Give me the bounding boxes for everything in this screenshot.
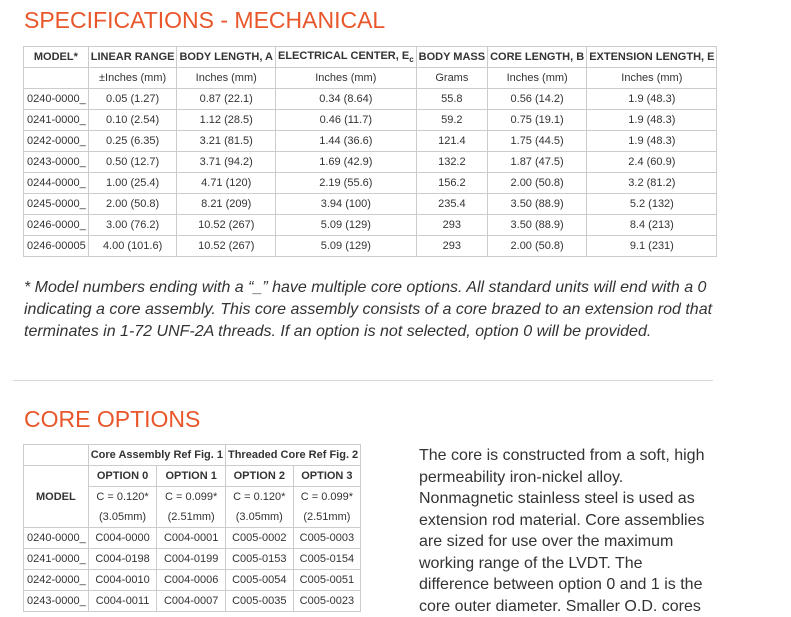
unit-body-mass: Grams <box>416 68 487 89</box>
table-cell: C004-0198 <box>88 549 157 570</box>
model-cell: 0246-0000_ <box>24 215 89 236</box>
table-cell: 0.10 (2.54) <box>88 110 177 131</box>
table-cell: 1.12 (28.5) <box>177 110 276 131</box>
model-cell: 0246-00005 <box>24 236 89 257</box>
core-options-table <box>23 444 361 612</box>
table-cell: 2.00 (50.8) <box>88 194 177 215</box>
table-cell: 0.05 (1.27) <box>88 89 177 110</box>
table-cell: 2.00 (50.8) <box>488 236 587 257</box>
table-cell: 0.87 (22.1) <box>177 89 276 110</box>
table-cell: 1.9 (48.3) <box>587 89 717 110</box>
option-3-diameter: C = 0.099* <box>293 487 361 508</box>
model-cell: 0241-0000_ <box>24 549 89 570</box>
table-cell: 8.21 (209) <box>177 194 276 215</box>
model-cell: 0245-0000_ <box>24 194 89 215</box>
table-cell: C004-0010 <box>88 570 157 591</box>
table-cell: 8.4 (213) <box>587 215 717 236</box>
table-cell: C005-0023 <box>293 591 361 612</box>
option-3-header: OPTION 3 <box>293 466 361 487</box>
core-option-row <box>24 466 361 487</box>
table-cell: 3.94 (100) <box>275 194 416 215</box>
table-cell: C004-0011 <box>88 591 157 612</box>
core-assembly-group-header: Core Assembly Ref Fig. 1 <box>88 445 225 466</box>
option-2-mm: (3.05mm) <box>225 507 293 528</box>
table-cell: 3.50 (88.9) <box>488 215 587 236</box>
table-cell: 1.00 (25.4) <box>88 173 177 194</box>
option-0-mm: (3.05mm) <box>88 507 157 528</box>
table-cell: 3.21 (81.5) <box>177 131 276 152</box>
core-group-empty-cell <box>24 445 89 466</box>
col-header-extension-length: EXTENSION LENGTH, E <box>587 47 717 68</box>
table-cell: 0.75 (19.1) <box>488 110 587 131</box>
table-cell: 293 <box>416 236 487 257</box>
table-cell: 132.2 <box>416 152 487 173</box>
table-cell: C005-0002 <box>225 528 293 549</box>
table-cell: 1.69 (42.9) <box>275 152 416 173</box>
table-cell: 1.9 (48.3) <box>587 110 717 131</box>
table-cell: 3.2 (81.2) <box>587 173 717 194</box>
table-cell: 156.2 <box>416 173 487 194</box>
table-cell: C004-0006 <box>157 570 226 591</box>
core-model-header: MODEL <box>24 466 89 528</box>
table-cell: 0.56 (14.2) <box>488 89 587 110</box>
threaded-core-group-header: Threaded Core Ref Fig. 2 <box>225 445 360 466</box>
model-cell: 0240-0000_ <box>24 528 89 549</box>
table-cell: C004-0199 <box>157 549 226 570</box>
mechanical-specs-heading: SPECIFICATIONS - MECHANICAL <box>24 7 386 33</box>
table-row <box>24 194 717 215</box>
table-cell: C005-0154 <box>293 549 361 570</box>
electrical-center-label: ELECTRICAL CENTER, E <box>277 49 410 62</box>
table-cell: 10.52 (267) <box>177 215 276 236</box>
model-cell: 0243-0000_ <box>24 152 89 173</box>
table-cell: C004-0001 <box>157 528 226 549</box>
unit-electrical-center: Inches (mm) <box>275 68 416 89</box>
table-cell: C005-0054 <box>225 570 293 591</box>
table-row <box>24 173 717 194</box>
col-header-model: MODEL* <box>24 47 89 68</box>
table-cell: 4.00 (101.6) <box>88 236 177 257</box>
table-cell: 0.34 (8.64) <box>275 89 416 110</box>
option-1-header: OPTION 1 <box>157 466 226 487</box>
table-cell: 2.19 (55.6) <box>275 173 416 194</box>
table-row <box>24 110 717 131</box>
col-header-body-length: BODY LENGTH, A <box>177 47 276 68</box>
table-cell: 1.75 (44.5) <box>488 131 587 152</box>
model-cell: 0242-0000_ <box>24 131 89 152</box>
table-cell: 5.09 (129) <box>275 236 416 257</box>
electrical-center-subscript: c <box>409 55 414 65</box>
col-header-linear-range: LINEAR RANGE <box>88 47 177 68</box>
table-cell: 5.2 (132) <box>587 194 717 215</box>
table-row <box>24 152 717 173</box>
table-cell: 121.4 <box>416 131 487 152</box>
table-cell: 59.2 <box>416 110 487 131</box>
model-cell: 0243-0000_ <box>24 591 89 612</box>
table-row <box>24 215 717 236</box>
table-cell: 2.00 (50.8) <box>488 173 587 194</box>
option-2-diameter: C = 0.120* <box>225 487 293 508</box>
unit-core-length: Inches (mm) <box>488 68 587 89</box>
table-cell: 3.71 (94.2) <box>177 152 276 173</box>
table-cell: 3.50 (88.9) <box>488 194 587 215</box>
spec-unit-row <box>24 68 717 89</box>
core-options-heading: CORE OPTIONS <box>24 406 201 432</box>
table-cell: C005-0153 <box>225 549 293 570</box>
model-cell: 0244-0000_ <box>24 173 89 194</box>
unit-body-length: Inches (mm) <box>177 68 276 89</box>
model-cell: 0240-0000_ <box>24 89 89 110</box>
option-1-diameter: C = 0.099* <box>157 487 226 508</box>
table-cell: 5.09 (129) <box>275 215 416 236</box>
table-cell: C004-0007 <box>157 591 226 612</box>
table-row <box>24 528 361 549</box>
table-row <box>24 570 361 591</box>
table-cell: C005-0035 <box>225 591 293 612</box>
option-2-header: OPTION 2 <box>225 466 293 487</box>
col-header-body-mass: BODY MASS <box>416 47 487 68</box>
table-row <box>24 236 717 257</box>
table-cell: 1.9 (48.3) <box>587 131 717 152</box>
col-header-electrical-center <box>275 47 416 68</box>
col-header-core-length: CORE LENGTH, B <box>488 47 587 68</box>
table-row <box>24 591 361 612</box>
table-row <box>24 131 717 152</box>
model-cell: 0242-0000_ <box>24 570 89 591</box>
spec-header-row <box>24 47 717 68</box>
core-group-row <box>24 445 361 466</box>
table-cell: 0.46 (11.7) <box>275 110 416 131</box>
table-cell: 55.8 <box>416 89 487 110</box>
core-description: The core is constructed from a soft, high permeability iron-nickel alloy. Nonmagnetic stainless steel is used as extension rod material. Core assemblies are sized for use over the maximum working range of the LVDT. The difference between option 0 and 1 is the core outer diameter. Smaller O.D. cores <box>419 447 705 615</box>
option-0-diameter: C = 0.120* <box>88 487 157 508</box>
table-cell: C005-0051 <box>293 570 361 591</box>
table-cell: 0.25 (6.35) <box>88 131 177 152</box>
unit-extension-length: Inches (mm) <box>587 68 717 89</box>
table-cell: 10.52 (267) <box>177 236 276 257</box>
table-cell: 235.4 <box>416 194 487 215</box>
model-cell: 0241-0000_ <box>24 110 89 131</box>
unit-model <box>24 68 89 89</box>
table-cell: 3.00 (76.2) <box>88 215 177 236</box>
model-number-footnote: * Model numbers ending with a “_” have multiple core options. All standard units will end with a 0 indicating a core assembly. This core assembly consists of a core brazed to an extension rod that terminates in 1-72 UNF-2A threads. If an option is not selected, option 0 will be provided. <box>24 279 713 340</box>
table-cell: 1.44 (36.6) <box>275 131 416 152</box>
table-cell: 4.71 (120) <box>177 173 276 194</box>
table-cell: C004-0000 <box>88 528 157 549</box>
unit-linear-range: ±Inches (mm) <box>88 68 177 89</box>
option-0-header: OPTION 0 <box>88 466 157 487</box>
table-cell: 0.50 (12.7) <box>88 152 177 173</box>
table-cell: 2.4 (60.9) <box>587 152 717 173</box>
table-cell: 293 <box>416 215 487 236</box>
table-row <box>24 549 361 570</box>
option-1-mm: (2.51mm) <box>157 507 226 528</box>
table-row <box>24 89 717 110</box>
option-3-mm: (2.51mm) <box>293 507 361 528</box>
mechanical-specs-table <box>23 46 717 257</box>
table-cell: 1.87 (47.5) <box>488 152 587 173</box>
section-divider <box>13 380 713 381</box>
table-cell: 9.1 (231) <box>587 236 717 257</box>
table-cell: C005-0003 <box>293 528 361 549</box>
